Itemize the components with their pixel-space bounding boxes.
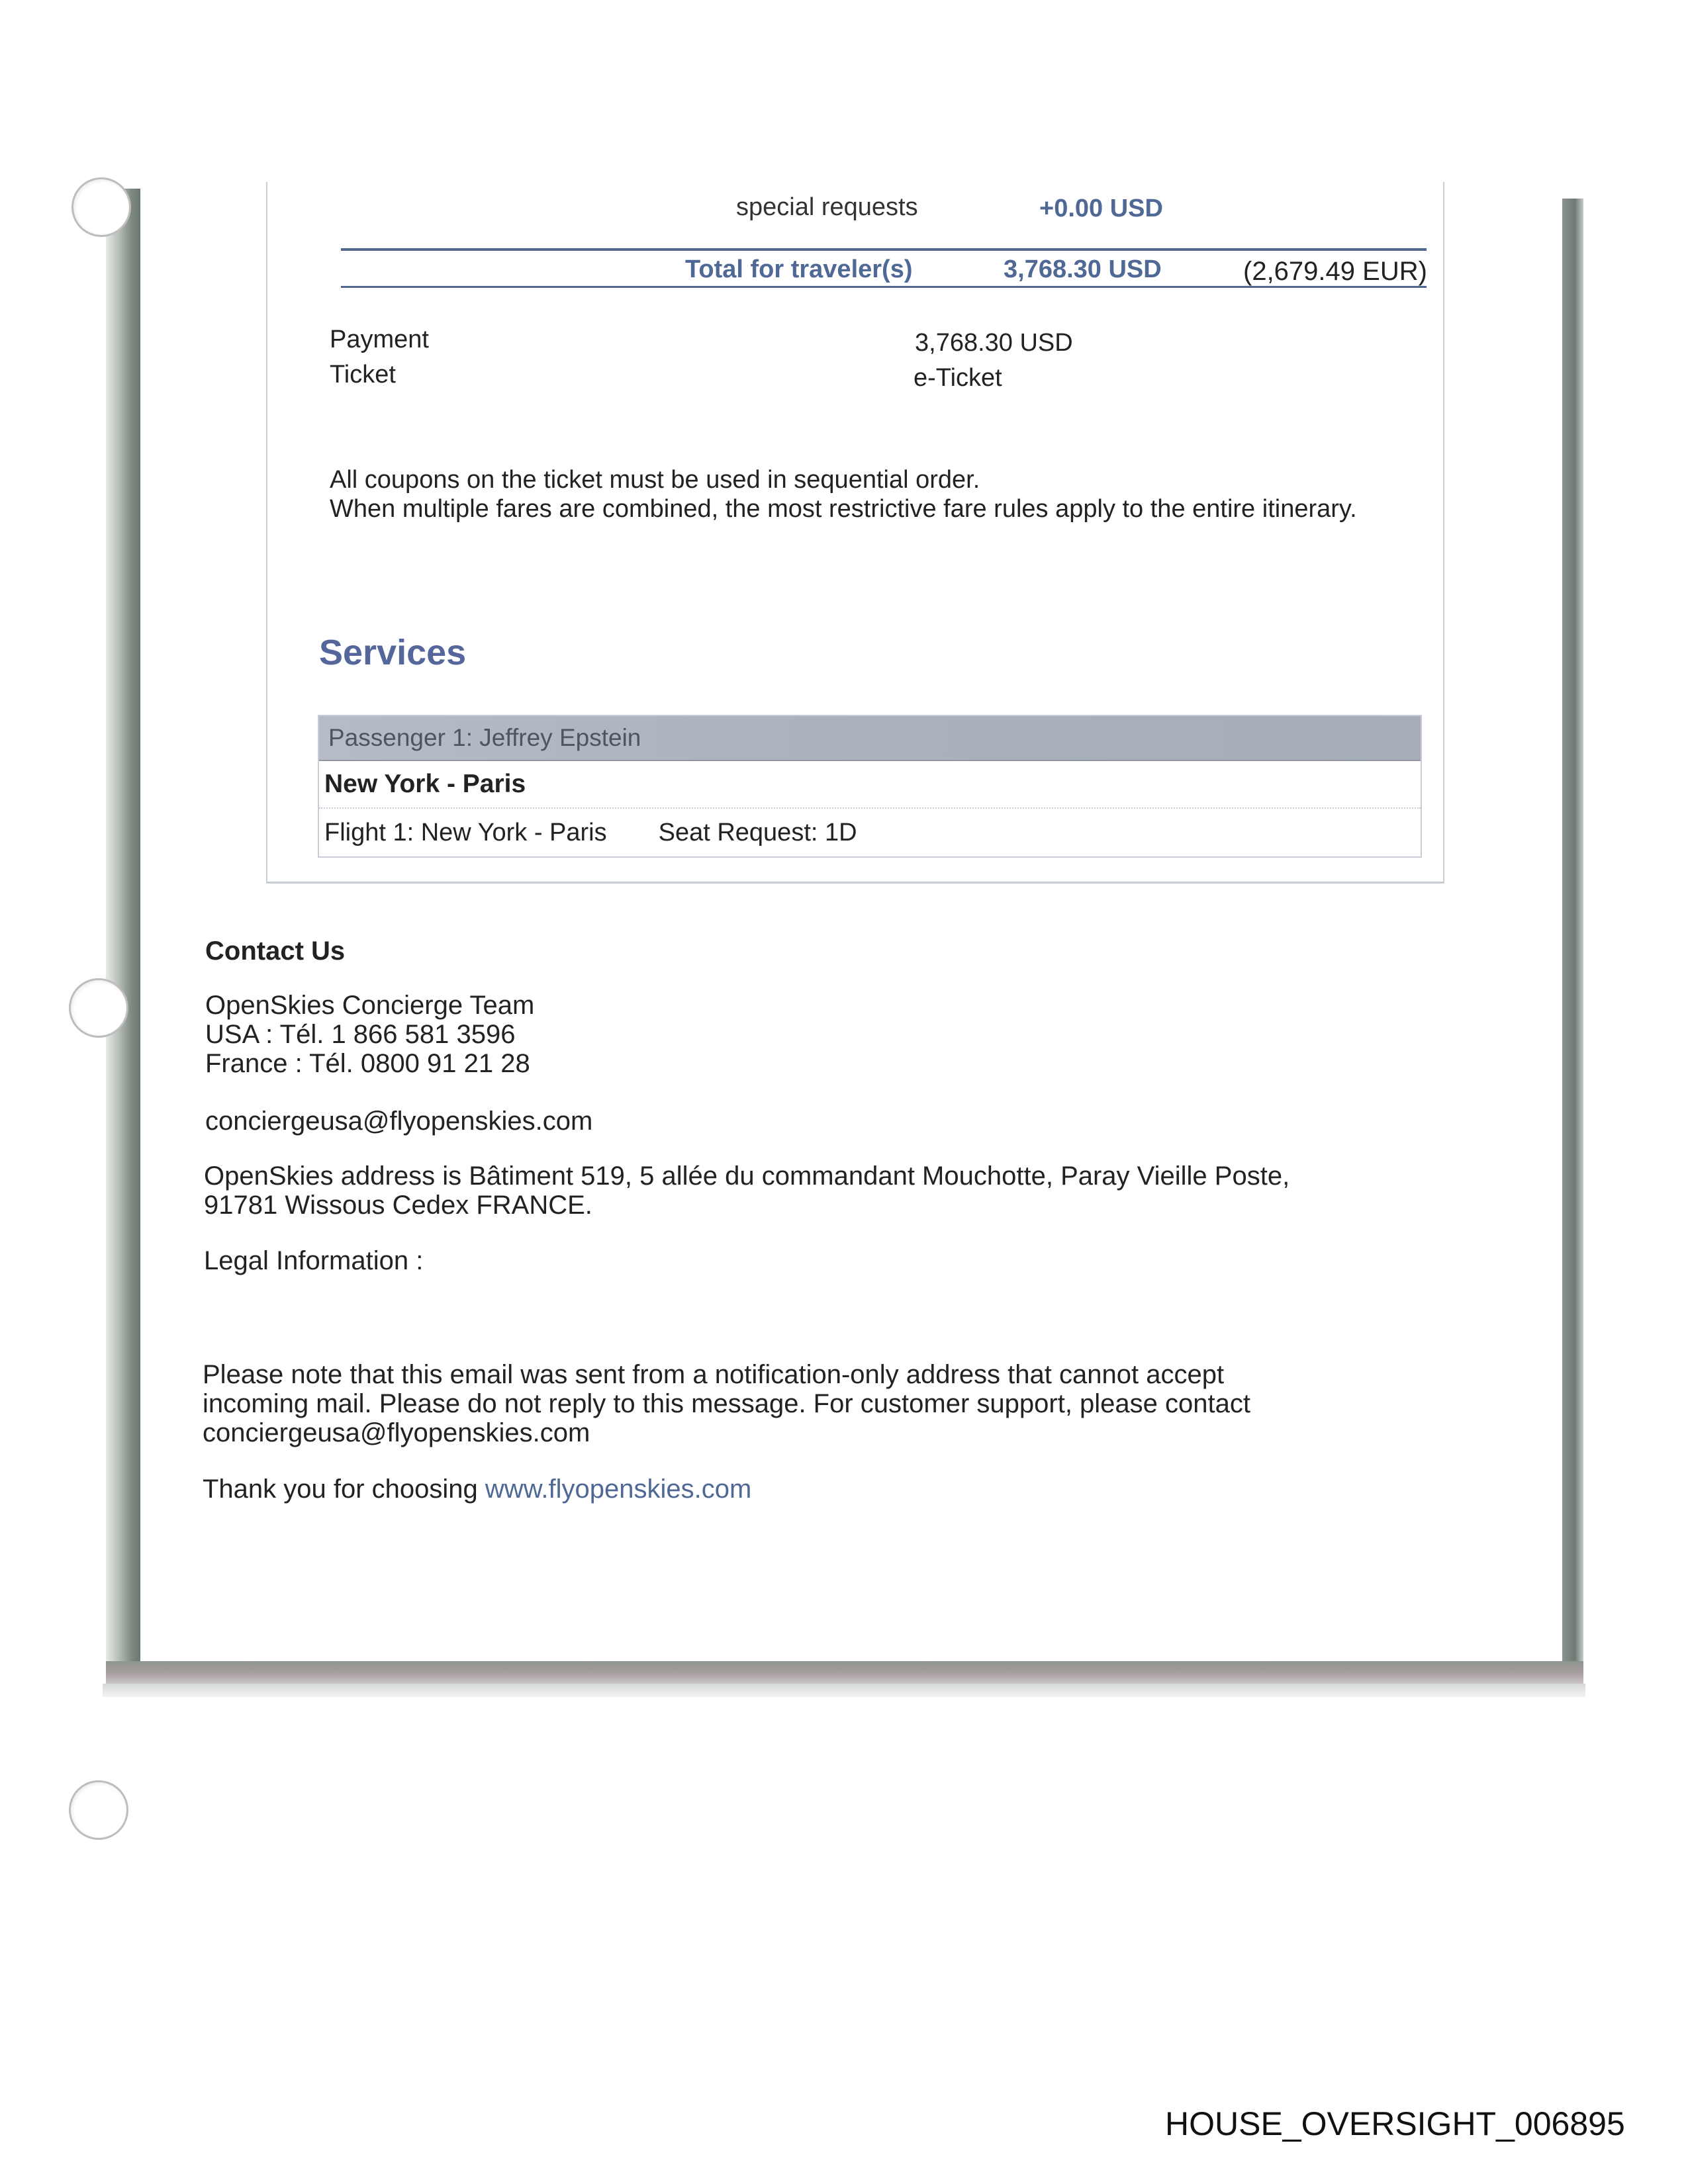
legal-information: Legal Information : [204, 1246, 424, 1275]
special-requests-label: special requests [736, 193, 918, 221]
flight-label: Flight 1: New York - Paris [324, 818, 607, 846]
page-frame-shadow [103, 1684, 1585, 1697]
special-requests-value: +0.00 USD [1039, 195, 1163, 222]
payment-value: 3,768.30 USD [915, 329, 1073, 357]
contact-email[interactable]: conciergeusa@flyopenskies.com [205, 1107, 593, 1136]
punch-hole-bottom [69, 1780, 128, 1840]
ticket-label: Ticket [330, 361, 396, 388]
page-frame-right [1562, 199, 1583, 1684]
services-table [318, 715, 1422, 858]
notice-line-3: conciergeusa@flyopenskies.com [203, 1418, 590, 1447]
payment-label: Payment [330, 326, 429, 353]
total-usd: 3,768.30 USD [1004, 255, 1162, 283]
route-row [319, 761, 1421, 809]
total-eur: (2,679.49 EUR) [1243, 257, 1427, 286]
page-frame-bottom [106, 1661, 1583, 1684]
passenger-name: Passenger 1: Jeffrey Epstein [328, 724, 641, 751]
total-rule-bottom [341, 286, 1427, 288]
ticket-value: e-Ticket [914, 364, 1002, 392]
note-sequential-order: All coupons on the ticket must be used in sequential order. [330, 466, 980, 494]
punch-hole-middle [69, 978, 128, 1038]
address-line-2: 91781 Wissous Cedex FRANCE. [204, 1191, 592, 1220]
route-label: New York - Paris [324, 770, 526, 798]
concierge-team: OpenSkies Concierge Team [205, 991, 535, 1020]
note-fare-rules: When multiple fares are combined, the most restrictive fare rules apply to the entire itinerary. [330, 495, 1357, 523]
thanks-line [203, 1475, 751, 1504]
services-heading: Services [319, 633, 467, 672]
passenger-header [319, 716, 1421, 761]
flight-row [319, 809, 1421, 856]
seat-request: Seat Request: 1D [658, 818, 857, 846]
usa-phone: USA : Tél. 1 866 581 3596 [205, 1020, 516, 1049]
page-frame-left [106, 189, 140, 1691]
contact-heading: Contact Us [205, 936, 346, 966]
punch-hole-top [71, 177, 131, 237]
total-rule-top [341, 248, 1427, 251]
total-label: Total for traveler(s) [685, 255, 913, 283]
notice-line-2: incoming mail. Please do not reply to this message. For customer support, please contact [203, 1389, 1250, 1418]
address-line-1: OpenSkies address is Bâtiment 519, 5 allée du commandant Mouchotte, Paray Vieille Poste, [204, 1161, 1290, 1191]
website-link[interactable]: www.flyopenskies.com [485, 1475, 752, 1504]
notice-line-1: Please note that this email was sent from a notification-only address that cannot accept [203, 1360, 1225, 1389]
document-id: HOUSE_OVERSIGHT_006895 [1165, 2105, 1625, 2142]
france-phone: France : Tél. 0800 91 21 28 [205, 1049, 530, 1078]
thanks-prefix: Thank you for choosing [203, 1475, 485, 1504]
